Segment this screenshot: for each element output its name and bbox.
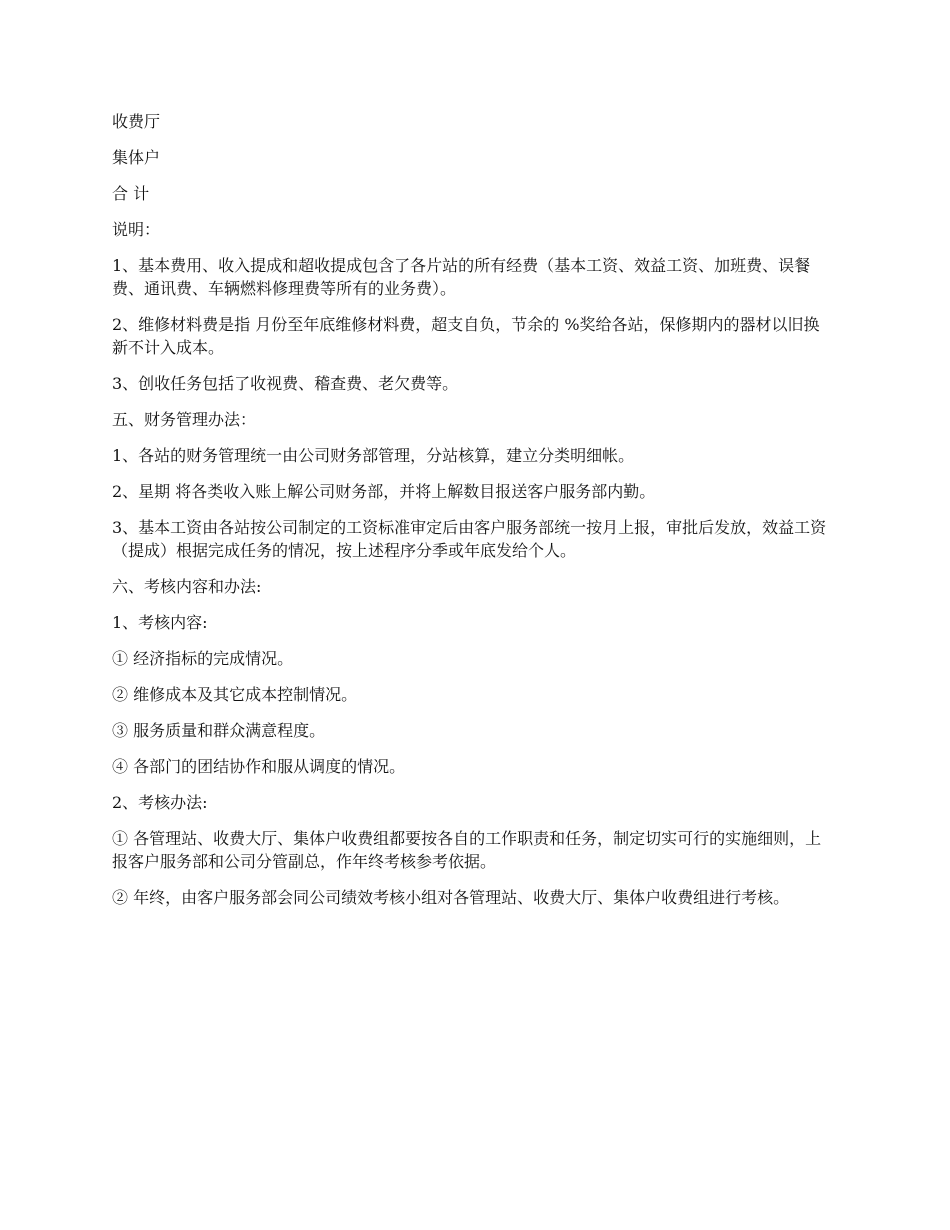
- paragraph-10: 2、星期 将各类收入账上解公司财务部，并将上解数目报送客户服务部内勤。: [112, 482, 656, 501]
- section-heading-5: 五、财务管理办法：: [112, 410, 257, 429]
- paragraph-3: 合 计: [112, 184, 150, 203]
- paragraph-1: 收费厅: [112, 112, 161, 131]
- paragraph-19: ① 各管理站、收费大厅、集体户收费组都要按各自的工作职责和任务，制定切实可行的实施细则，上报客户服务部和公司分管副总，作年终考核参考依据。: [112, 829, 822, 871]
- section-heading-6: 六、考核内容和办法:: [112, 577, 262, 596]
- paragraph-17: ④ 各部门的团结协作和服从调度的情况。: [112, 757, 406, 776]
- paragraph-20: ② 年终，由客户服务部会同公司绩效考核小组对各管理站、收费大厅、集体户收费组进行考核。: [112, 888, 790, 907]
- paragraph-14: ① 经济指标的完成情况。: [112, 649, 294, 668]
- paragraph-2: 集体户: [112, 148, 161, 167]
- paragraph-5: 1、基本费用、收入提成和超收提成包含了各片站的所有经费（基本工资、效益工资、加班费、误餐费、通讯费、车辆燃料修理费等所有的业务费）。: [112, 256, 811, 298]
- document-body: [112, 110, 834, 922]
- paragraph-15: ② 维修成本及其它成本控制情况。: [112, 685, 358, 704]
- paragraph-13: 1、考核内容:: [112, 613, 208, 632]
- paragraph-18: 2、考核办法:: [112, 793, 208, 812]
- paragraph-6: 2、维修材料费是指 月份至年底维修材料费，超支自负，节余的 %奖给各站，保修期内的器材以旧换新不计入成本。: [112, 315, 820, 357]
- paragraph-9: 1、各站的财务管理统一由公司财务部管理，分站核算，建立分类明细帐。: [112, 446, 635, 465]
- paragraph-4: 说明：: [112, 220, 161, 239]
- paragraph-7: 3、创收任务包括了收视费、稽查费、老欠费等。: [112, 374, 459, 393]
- paragraph-16: ③ 服务质量和群众满意程度。: [112, 721, 326, 740]
- paragraph-11: 3、基本工资由各站按公司制定的工资标准审定后由客户服务部统一按月上报，审批后发放，效益工资（提成）根据完成任务的情况，按上述程序分季或年底发给个人。: [112, 518, 827, 560]
